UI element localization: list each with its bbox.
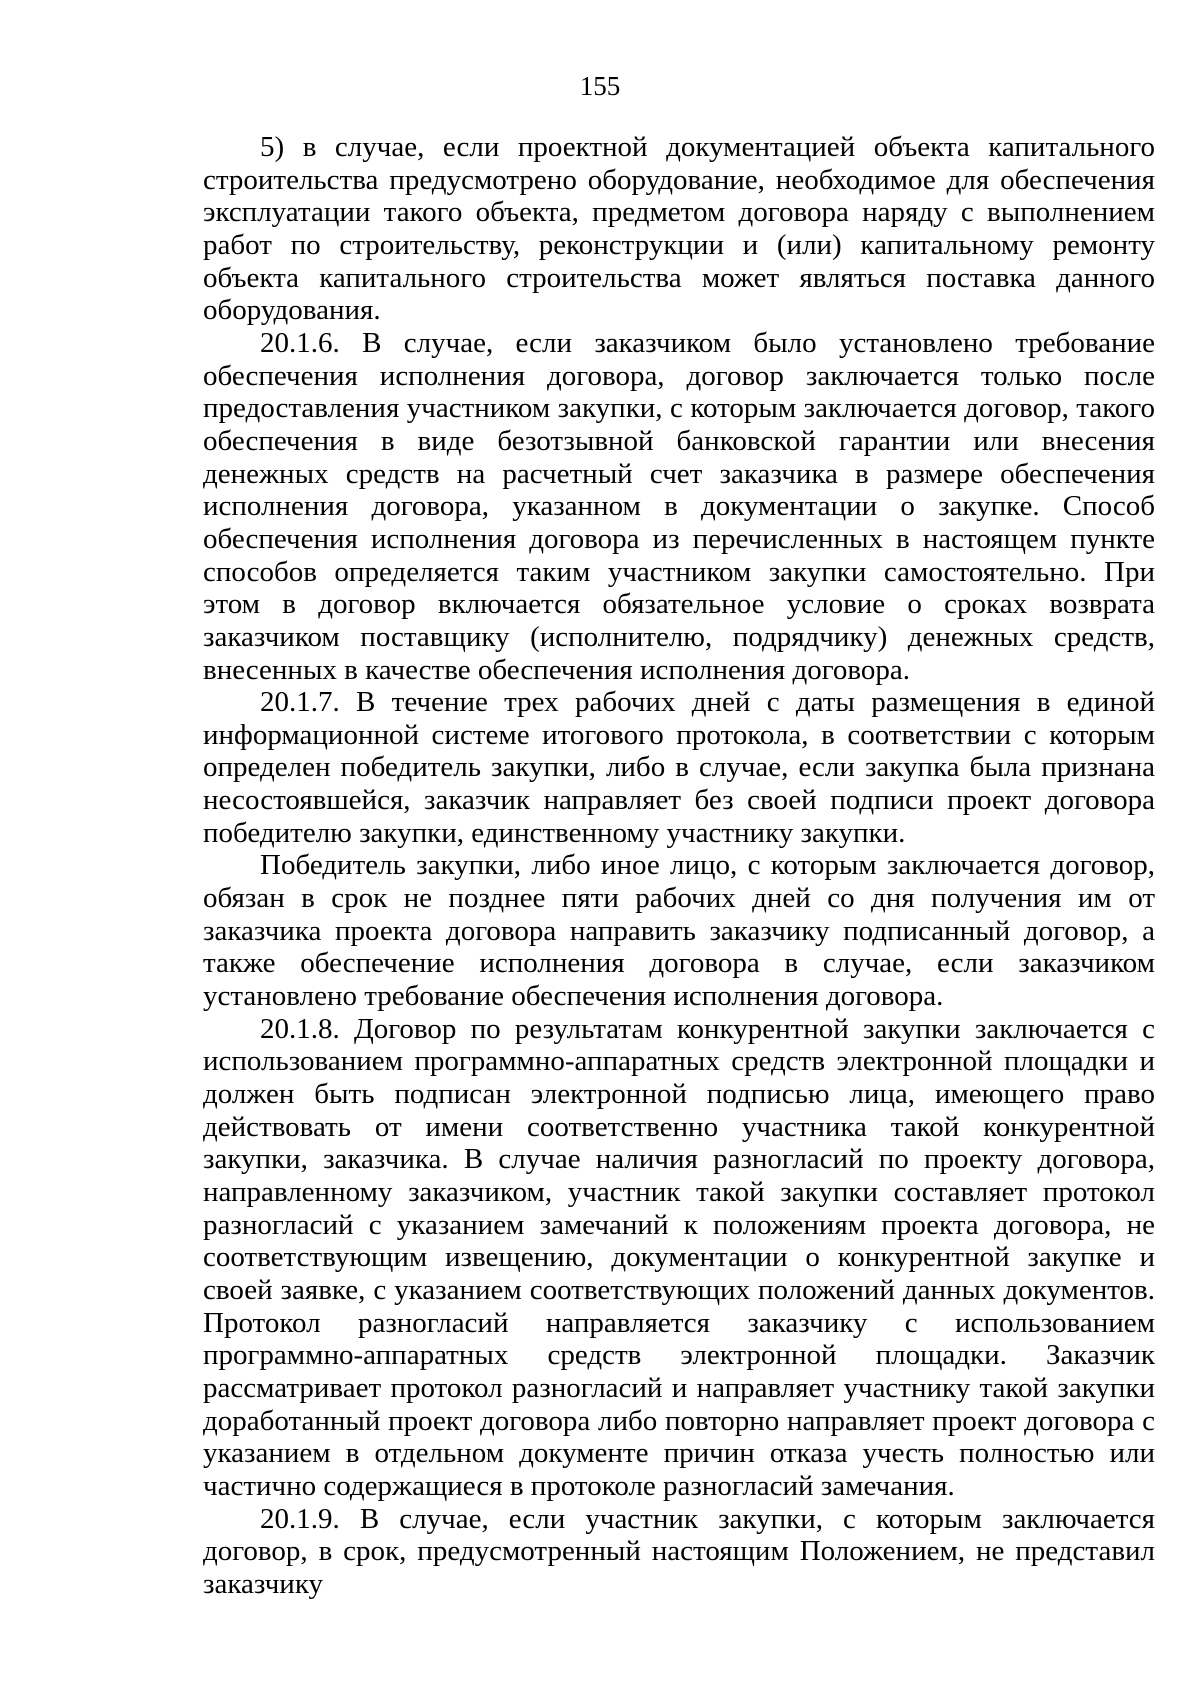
paragraph-20-1-9: 20.1.9. В случае, если участник закупки, с которым заключается договор, в срок, предусмотренный настоящим Положением, не представил заказчику <box>203 1502 1155 1600</box>
page-number: 155 <box>579 71 621 101</box>
paragraph-20-1-8: 20.1.8. Договор по результатам конкурентной закупки заключается с использованием программно-аппаратных средств электронной площадки и должен быть подписан электронной подписью лица, имеющего право действовать от имени соответственно участника такой конкурентной закупки, заказчика. В случае наличия разногласий по проекту договора, направленному заказчиком, участник такой закупки составляет протокол разногласий с указанием замечаний к положениям проекта договора, не соответствующим извещению, документации о конкурентной закупке и своей заявке, с указанием соответствующих положений данных документов. Протокол разногласий направляется заказчику с использованием программно-аппаратных средств электронной площадки. Заказчик рассматривает протокол разногласий и направляет участнику такой закупки доработанный проект договора либо повторно направляет проект договора с указанием в отдельном документе причин отказа учесть полностью или частично содержащиеся в протоколе разногласий замечания. <box>203 1012 1155 1502</box>
paragraph-item-5: 5) в случае, если проектной документацией объекта капитального строительства предусмотрено оборудование, необходимое для обеспечения эксплуатации такого объекта, предметом договора наряду с выполнением работ по строительству, реконструкции и (или) капитальному ремонту объекта капитального строительства может являться поставка данного оборудования. <box>203 131 1155 327</box>
body-text <box>203 131 1155 1601</box>
paragraph-20-1-6: 20.1.6. В случае, если заказчиком было установлено требование обеспечения исполнения договора, договор заключается только после предоставления участником закупки, с которым заключается договор, такого обеспечения в виде безотзывной банковской гарантии или внесения денежных средств на расчетный счет заказчика в размере обеспечения исполнения договора, указанном в документации о закупке. Способ обеспечения исполнения договора из перечисленных в настоящем пункте способов определяется таким участником закупки самостоятельно. При этом в договор включается обязательное условие о сроках возврата заказчиком поставщику (исполнителю, подрядчику) денежных средств, внесенных в качестве обеспечения исполнения договора. <box>203 326 1155 686</box>
paragraph-20-1-7: 20.1.7. В течение трех рабочих дней с даты размещения в единой информационной системе итогового протокола, в соответствии с которым определен победитель закупки, либо в случае, если закупка была признана несостоявшейся, заказчик направляет без своей подписи проект договора победителю закупки, единственному участнику закупки. <box>203 686 1155 849</box>
paragraph-winner-obligation: Победитель закупки, либо иное лицо, с которым заключается договор, обязан в срок не позднее пяти рабочих дней со дня получения им от заказчика проекта договора направить заказчику подписанный договор, а также обеспечение исполнения договора в случае, если заказчиком установлено требование обеспечения исполнения договора. <box>203 849 1155 1013</box>
